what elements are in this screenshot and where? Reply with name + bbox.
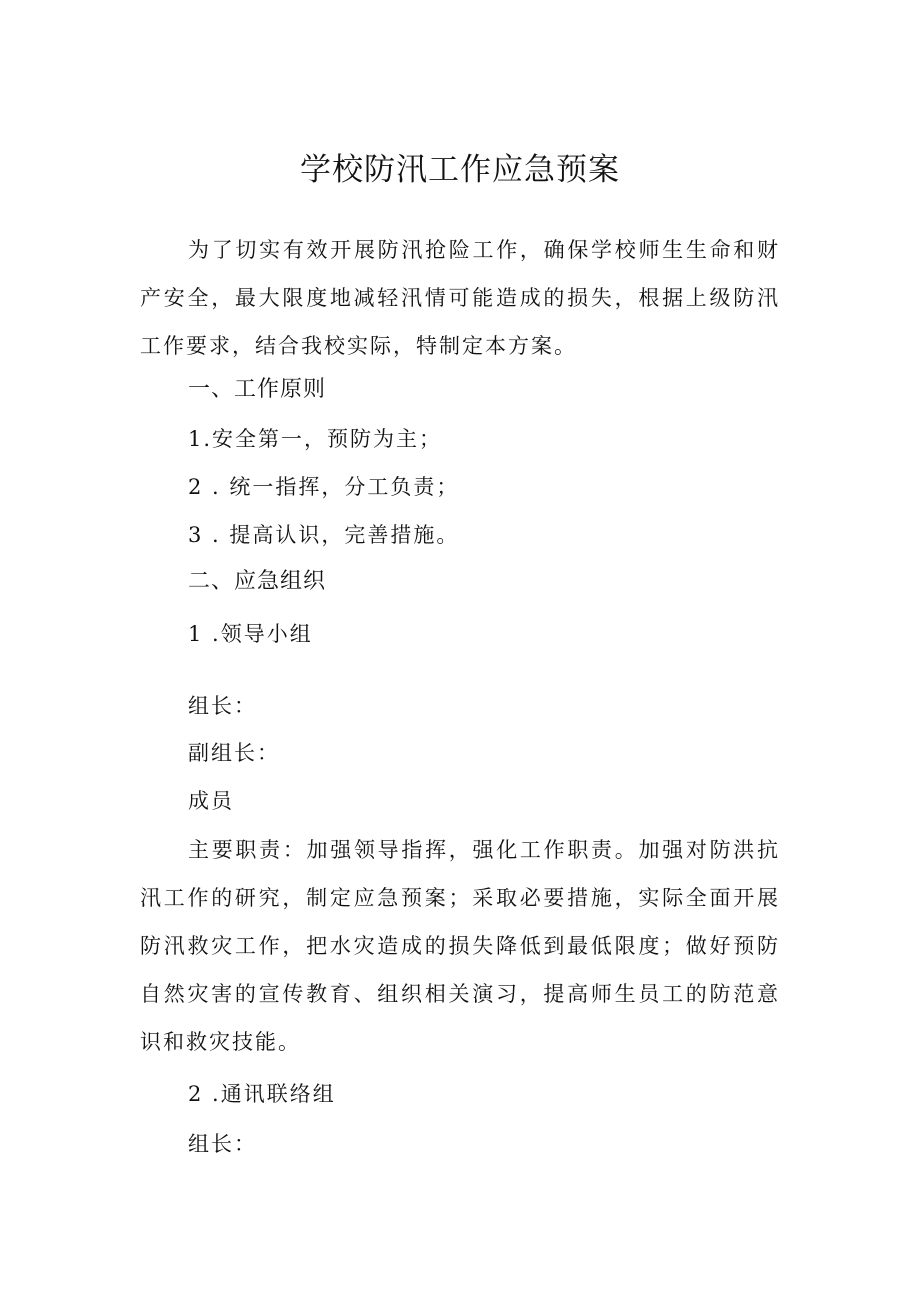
group2-leader-label: 组长： — [188, 1132, 257, 1156]
group1-duties-paragraph: 主要职责：加强领导指挥，强化工作职责。加强对防洪抗汛工作的研究，制定应急预案；采取必要措施，实际全面开展防汛救灾工作，把水灾造成的损失降低到最低限度；做好预防自然灾害的宣传教育、组织相关演习，提高师生员工的防范意识和救灾技能。 — [140, 838, 780, 1054]
group1-leader-label: 组长： — [188, 694, 257, 718]
principle-item-1: 1.安全第一，预防为主； — [188, 427, 443, 451]
section1-heading: 一、工作原则 — [188, 377, 327, 402]
group2-title: 2 .通讯联络组 — [188, 1082, 336, 1106]
intro-paragraph: 为了切实有效开展防汛抢险工作，确保学校师生生命和财产安全，最大限度地减轻汛情可能造成的损失，根据上级防汛工作要求，结合我校实际，特制定本方案。 — [140, 238, 780, 358]
group1-members-label: 成员 — [188, 789, 234, 813]
group1-title: 1 .领导小组 — [188, 622, 313, 646]
document-title: 学校防汛工作应急预案 — [300, 152, 620, 188]
principle-item-2: 2 . 统一指挥，分工负责； — [188, 475, 460, 499]
group1-deputy-label: 副组长： — [188, 741, 280, 765]
section2-heading: 二、应急组织 — [188, 569, 327, 594]
principle-item-3: 3 . 提高认识，完善措施。 — [188, 523, 460, 547]
